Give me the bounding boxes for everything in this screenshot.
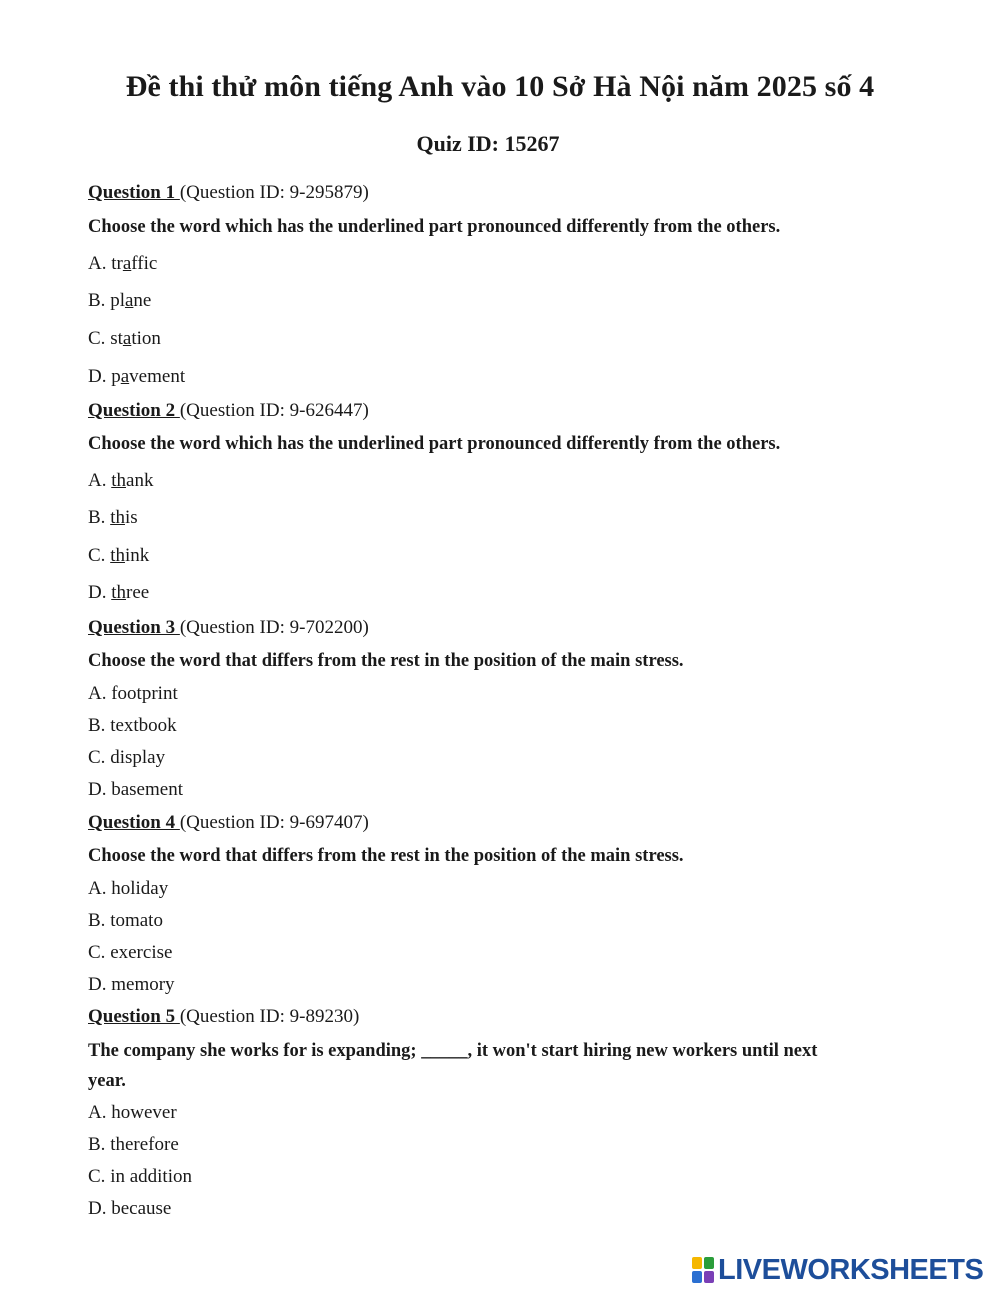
question-5-option-b[interactable] — [88, 1134, 179, 1156]
option-letter: A. — [88, 253, 107, 274]
option-word-part: ree — [126, 582, 150, 603]
question-3-prompt: Choose the word that differs from the rest in the position of the main stress. — [88, 651, 684, 671]
underlined-part: a — [122, 253, 132, 274]
question-3-option-c[interactable] — [88, 747, 165, 769]
option-letter: D. — [88, 366, 107, 387]
question-2-option-d[interactable] — [88, 582, 149, 604]
question-label: Question 5 — [88, 1006, 180, 1027]
question-1-option-d[interactable] — [88, 366, 185, 388]
option-letter: B. — [88, 715, 106, 736]
underlined-part: a — [124, 290, 134, 311]
question-3-header — [88, 617, 369, 639]
option-text: display — [110, 747, 166, 768]
question-label: Question 2 — [88, 400, 180, 421]
logo-text: LIVEWORKSHEETS — [718, 1253, 984, 1286]
option-text: tomato — [110, 910, 163, 931]
option-letter: B. — [88, 290, 106, 311]
option-text: memory — [111, 974, 175, 995]
option-letter: A. — [88, 683, 107, 704]
question-id: (Question ID: 9-702200) — [179, 617, 369, 638]
question-1-option-b[interactable] — [88, 290, 151, 312]
question-2-option-a[interactable] — [88, 470, 153, 492]
question-5-option-c[interactable] — [88, 1166, 192, 1188]
question-label: Question 4 — [88, 812, 180, 833]
question-5-option-a[interactable] — [88, 1102, 177, 1124]
option-letter: C. — [88, 328, 106, 349]
question-1-option-a[interactable] — [88, 253, 157, 275]
question-5-header — [88, 1006, 359, 1028]
option-text: because — [111, 1198, 172, 1219]
question-4-option-a[interactable] — [88, 878, 168, 900]
underlined-part: a — [120, 366, 130, 387]
option-letter: A. — [88, 878, 107, 899]
question-id: (Question ID: 9-626447) — [179, 400, 369, 421]
option-word-part: st — [110, 328, 123, 349]
option-word-part: tion — [131, 328, 161, 349]
question-id: (Question ID: 9-697407) — [179, 812, 369, 833]
option-text: exercise — [110, 942, 173, 963]
option-letter: C. — [88, 747, 106, 768]
option-text: therefore — [110, 1134, 179, 1155]
question-2-header — [88, 400, 369, 422]
question-4-option-c[interactable] — [88, 942, 172, 964]
question-label: Question 1 — [88, 182, 180, 203]
question-5-option-d[interactable] — [88, 1198, 171, 1220]
option-letter: D. — [88, 582, 107, 603]
option-letter: D. — [88, 974, 107, 995]
underlined-part: th — [111, 582, 127, 603]
option-word-part: ne — [133, 290, 152, 311]
underlined-part: th — [110, 545, 125, 566]
question-id: (Question ID: 9-89230) — [179, 1006, 360, 1027]
question-1-header — [88, 182, 369, 204]
liveworksheets-logo-icon — [692, 1257, 714, 1283]
question-2-option-b[interactable] — [88, 507, 138, 529]
option-text: textbook — [110, 715, 177, 736]
option-letter: C. — [88, 1166, 106, 1187]
question-5-prompt-line-2: year. — [88, 1071, 126, 1091]
option-text: in addition — [110, 1166, 192, 1187]
question-label: Question 3 — [88, 617, 180, 638]
option-word-part: p — [111, 366, 121, 387]
option-letter: B. — [88, 1134, 106, 1155]
question-4-option-b[interactable] — [88, 910, 163, 932]
option-letter: A. — [88, 470, 107, 491]
option-text: footprint — [111, 683, 178, 704]
underlined-part: th — [111, 470, 127, 491]
question-1-option-c[interactable] — [88, 328, 161, 350]
option-text: however — [111, 1102, 177, 1123]
option-word-part: pl — [110, 290, 125, 311]
option-word-part: vement — [129, 366, 186, 387]
liveworksheets-logo[interactable] — [692, 1254, 983, 1286]
option-word-part: ink — [124, 545, 150, 566]
underlined-part: th — [110, 507, 125, 528]
option-letter: A. — [88, 1102, 107, 1123]
question-3-option-b[interactable] — [88, 715, 177, 737]
option-letter: D. — [88, 1198, 107, 1219]
question-4-header — [88, 812, 369, 834]
question-1-prompt: Choose the word which has the underlined part pronounced differently from the others. — [88, 217, 781, 237]
option-letter: C. — [88, 545, 106, 566]
question-4-prompt: Choose the word that differs from the rest in the position of the main stress. — [88, 846, 684, 866]
option-word-part: ffic — [131, 253, 158, 274]
option-text: basement — [111, 779, 183, 800]
question-3-option-d[interactable] — [88, 779, 183, 801]
option-letter: C. — [88, 942, 106, 963]
question-2-option-c[interactable] — [88, 545, 149, 567]
option-word-part: tr — [111, 253, 123, 274]
page-title: Đề thi thử môn tiếng Anh vào 10 Sở Hà Nội năm 2025 số 4 — [125, 70, 875, 103]
option-letter: B. — [88, 507, 106, 528]
option-word-part: is — [124, 507, 138, 528]
quiz-id: Quiz ID: 15267 — [416, 131, 560, 156]
option-text: holiday — [111, 878, 169, 899]
question-2-prompt: Choose the word which has the underlined part pronounced differently from the others. — [88, 434, 781, 454]
question-3-option-a[interactable] — [88, 683, 178, 705]
question-4-option-d[interactable] — [88, 974, 175, 996]
question-id: (Question ID: 9-295879) — [179, 182, 369, 203]
underlined-part: a — [122, 328, 132, 349]
option-letter: D. — [88, 779, 107, 800]
question-5-prompt-line-1: The company she works for is expanding; _____, it won't start hiring new workers until next — [88, 1041, 818, 1061]
option-word-part: ank — [126, 470, 154, 491]
option-letter: B. — [88, 910, 106, 931]
